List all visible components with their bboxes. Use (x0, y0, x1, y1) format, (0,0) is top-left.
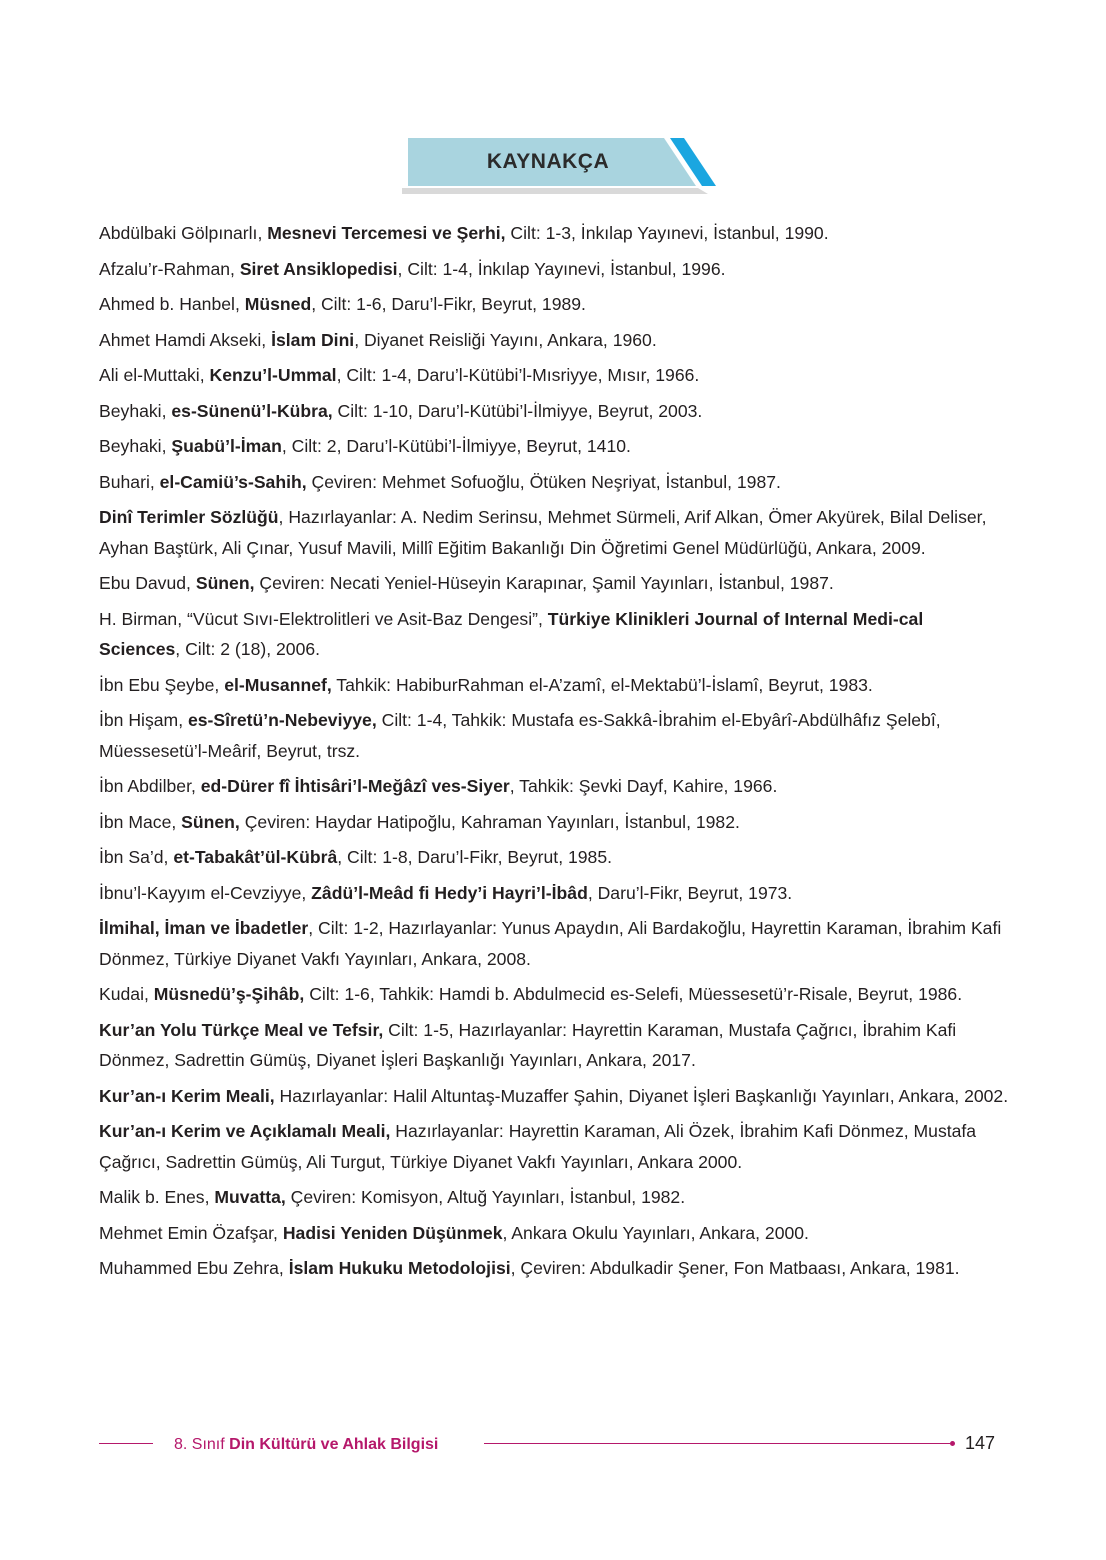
reference-details: , Cilt: 1-6, Daru’l-Fikr, Beyrut, 1989. (311, 294, 586, 314)
reference-entry (99, 1081, 1009, 1112)
reference-author: Afzalu’r-Rahman, (99, 258, 240, 279)
reference-details: , Tahkik: Şevki Dayf, Kahire, 1966. (509, 776, 778, 796)
reference-details: Cilt: 1-4, Tahkik: Mustafa es-Sakkâ-İbrahim el-Ebyârî-Abdülhâfız Şelebî, Müessesetü’l-Meârif, Beyrut, trsz. (99, 710, 941, 761)
reference-details: , Cilt: 1-4, İnkılap Yayınevi, İstanbul, 1996. (397, 258, 726, 279)
reference-entry (99, 431, 1009, 462)
reference-details: , Cilt: 2, Daru’l-Kütübi’l-İlmiyye, Beyrut, 1410. (281, 436, 631, 456)
reference-entry (99, 1218, 1009, 1249)
reference-title: el-Musannef, (224, 674, 332, 695)
reference-details: Cilt: 1-3, İnkılap Yayınevi, İstanbul, 1990. (505, 223, 829, 243)
reference-entry (99, 842, 1009, 873)
reference-entry (99, 979, 1009, 1010)
reference-title: Müsned (244, 294, 312, 314)
reference-entry (99, 807, 1009, 838)
reference-author: Buhari, (99, 471, 160, 492)
reference-author: Kudai, (99, 984, 154, 1004)
reference-title: el-Camiü’s-Sahih, (159, 471, 307, 492)
reference-entry (99, 878, 1009, 909)
reference-author: Mehmet Emin Özafşar, (99, 1222, 283, 1243)
page-title: KAYNAKÇA (486, 150, 610, 173)
reference-title: Müsnedü’ş-Şihâb, (153, 984, 305, 1004)
footer-dot (950, 1441, 955, 1446)
reference-entry (99, 771, 1009, 802)
page-number: 147 (965, 1433, 996, 1453)
reference-details: Çeviren: Mehmet Sofuoğlu, Ötüken Neşriyat, İstanbul, 1987. (306, 471, 781, 492)
reference-author: Malik b. Enes, (99, 1187, 215, 1207)
reference-entry (99, 218, 1009, 249)
reference-details: , Çeviren: Abdulkadir Şener, Fon Matbaası, Ankara, 1981. (510, 1258, 960, 1278)
footer-rule-left (99, 1443, 153, 1444)
reference-details: , Cilt: 1-4, Daru’l-Kütübi’l-Mısriyye, Mısır, 1966. (336, 365, 700, 385)
reference-entry (99, 1253, 1009, 1284)
reference-author: Ali el-Muttaki, (99, 365, 210, 385)
reference-details: Cilt: 1-10, Daru’l-Kütübi’l-İlmiyye, Beyrut, 2003. (332, 400, 703, 421)
reference-author: İbn Sa’d, (99, 847, 174, 867)
reference-details: , Cilt: 1-8, Daru’l-Fikr, Beyrut, 1985. (337, 847, 612, 867)
footer-rule-right (484, 1443, 950, 1444)
reference-details: , Ankara Okulu Yayınları, Ankara, 2000. (502, 1222, 809, 1243)
reference-entry (99, 568, 1009, 599)
reference-title: Kur’an Yolu Türkçe Meal ve Tefsir, (99, 1019, 384, 1040)
reference-details: Tahkik: HabiburRahman el-A’zamî, el-Mektabü’l-İslamî, Beyrut, 1983. (331, 674, 873, 695)
reference-author: İbn Mace, (99, 811, 182, 832)
reference-entry (99, 1182, 1009, 1213)
reference-title: Kenzu’l-Ummal (209, 365, 337, 385)
reference-entry (99, 705, 1009, 766)
reference-title: Siret Ansiklopedisi (239, 258, 398, 279)
reference-author: Beyhaki, (99, 400, 172, 421)
reference-title: Mesnevi Tercemesi ve Şerhi, (267, 223, 506, 243)
reference-author: Abdülbaki Gölpınarlı, (99, 223, 268, 243)
reference-details: , Daru’l-Fikr, Beyrut, 1973. (587, 882, 793, 903)
reference-title: es-Sünenü’l-Kübra, (171, 400, 333, 421)
reference-title: İslam Dini (271, 329, 355, 350)
footer-book-title: Din Kültürü ve Ahlak Bilgisi (229, 1436, 439, 1453)
reference-author: Beyhaki, (99, 436, 172, 456)
reference-title: Zâdü’l-Meâd fi Hedy’i Hayri’l-İbâd (311, 882, 588, 903)
reference-author: İbn Ebu Şeybe, (99, 674, 225, 695)
reference-entry (99, 254, 1009, 285)
reference-title: es-Sîretü’n-Nebeviyye, (187, 710, 377, 730)
reference-author: İbn Abdilber, (99, 776, 201, 796)
reference-details: , Diyanet Reisliği Yayını, Ankara, 1960. (354, 329, 657, 350)
reference-entry (99, 604, 1009, 665)
reference-author: Ebu Davud, (99, 573, 196, 593)
reference-details: , Cilt: 1-2, Hazırlayanlar: Yunus Apaydın, Ali Bardakoğlu, Hayrettin Karaman, İbrahim Kafi Dönmez, Türkiye Diyanet Vakfı Yayınları, Ankara, 2008. (99, 918, 1002, 969)
reference-details: Çeviren: Komisyon, Altuğ Yayınları, İstanbul, 1982. (285, 1187, 686, 1207)
reference-entry (99, 670, 1009, 701)
reference-details: Hazırlayanlar: Halil Altuntaş-Muzaffer Şahin, Diyanet İşleri Başkanlığı Yayınları, Ankara, 2002. (274, 1085, 1009, 1106)
reference-title: Dinî Terimler Sözlüğü (99, 507, 279, 527)
reference-entry (99, 502, 1009, 563)
reference-entry (99, 1116, 1009, 1177)
reference-author: İbnu’l-Kayyım el-Cevziyye, (99, 882, 312, 903)
reference-title: Kur’an-ı Kerim Meali, (99, 1085, 275, 1106)
reference-entry (99, 396, 1009, 427)
reference-entry (99, 325, 1009, 356)
reference-title: Hadisi Yeniden Düşünmek (282, 1222, 503, 1243)
reference-entry (99, 360, 1009, 391)
reference-title: Muvatta, (214, 1187, 286, 1207)
footer-book-label (174, 1436, 438, 1454)
reference-title: ed-Dürer fî İhtisâri’l-Meğâzî ves-Siyer (200, 776, 510, 796)
reference-details: Çeviren: Haydar Hatipoğlu, Kahraman Yayınları, İstanbul, 1982. (239, 811, 740, 832)
reference-details: , Cilt: 2 (18), 2006. (175, 639, 321, 659)
reference-entry (99, 913, 1009, 974)
reference-author: Ahmet Hamdi Akseki, (99, 329, 272, 350)
reference-author: Muhammed Ebu Zehra, (99, 1258, 289, 1278)
reference-details: Çeviren: Necati Yeniel-Hüseyin Karapınar, Şamil Yayınları, İstanbul, 1987. (254, 573, 834, 593)
reference-list (99, 218, 1009, 1289)
footer-grade: 8. Sınıf (174, 1436, 230, 1453)
reference-title: Sünen, (195, 573, 255, 593)
reference-entry (99, 289, 1009, 320)
reference-title: Türkiye Klinikleri Journal of Internal Medi-cal Sciences (99, 608, 924, 659)
reference-entry (99, 1015, 1009, 1076)
reference-details: , Hazırlayanlar: A. Nedim Serinsu, Mehmet Sürmeli, Arif Alkan, Ömer Akyürek, Bilal Deliser, Ayhan Baştürk, Ali Çınar, Yusuf Mavili, Millî Eğitim Bakanlığı Din Öğretimi Genel Müdürlüğü, Ankara, 2009. (99, 507, 987, 558)
reference-title: İlmihal, İman ve İbadetler (99, 918, 309, 938)
section-header (398, 136, 720, 196)
reference-title: Sünen, (181, 811, 240, 832)
reference-title: Şuabü’l-İman (171, 436, 282, 456)
reference-title: et-Tabakât’ül-Kübrâ (173, 847, 338, 867)
reference-author: H. Birman, “Vücut Sıvı-Elektrolitleri ve Asit-Baz Dengesi”, (99, 608, 548, 629)
reference-title: Kur’an-ı Kerim ve Açıklamalı Meali, (99, 1121, 391, 1141)
reference-author: Ahmed b. Hanbel, (99, 294, 245, 314)
reference-details: Hazırlayanlar: Hayrettin Karaman, Ali Özek, İbrahim Kafi Dönmez, Mustafa Çağrıcı, Sadrettin Gümüş, Ali Turgut, Türkiye Diyanet Vakfı Yayınları, Ankara 2000. (99, 1121, 977, 1172)
reference-entry (99, 467, 1009, 498)
reference-author: İbn Hişam, (99, 710, 188, 730)
reference-details: Cilt: 1-6, Tahkik: Hamdi b. Abdulmecid es-Selefi, Müessesetü’r-Risale, Beyrut, 1986. (304, 984, 963, 1004)
reference-details: Cilt: 1-5, Hazırlayanlar: Hayrettin Karaman, Mustafa Çağrıcı, İbrahim Kafi Dönmez, Sadrettin Gümüş, Diyanet İşleri Başkanlığı Yayınları, Ankara, 2017. (99, 1019, 957, 1070)
reference-title: İslam Hukuku Metodolojisi (288, 1258, 511, 1278)
